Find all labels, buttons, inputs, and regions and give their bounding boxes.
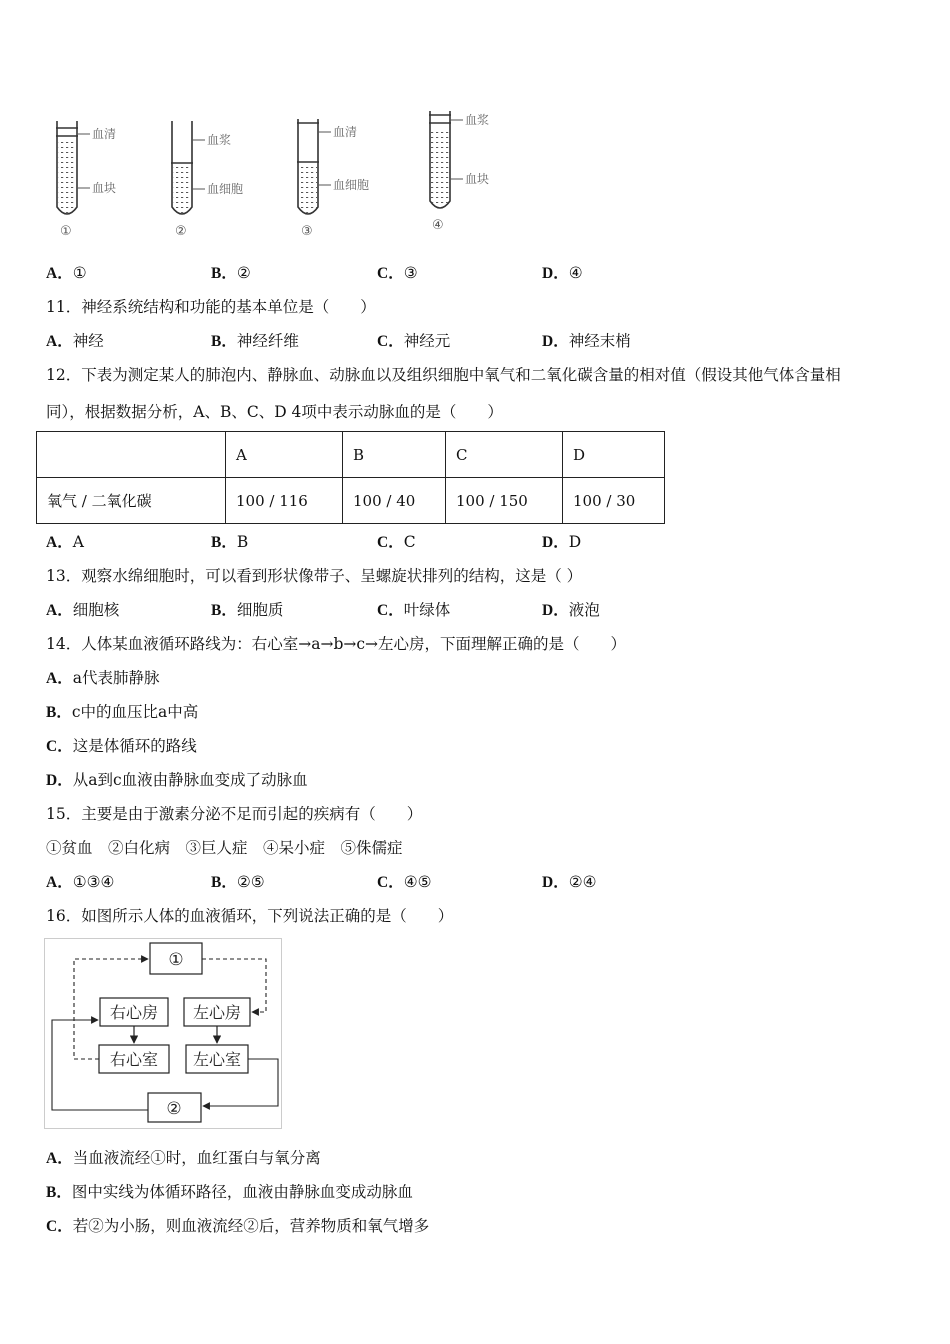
q13-option-b[interactable]: B．细胞质	[211, 601, 284, 619]
q14-option-d[interactable]: D．从a到c血液由静脉血变成了动脉血	[46, 771, 308, 789]
tube-4-number: ④	[432, 218, 444, 233]
svg-text:右心室: 右心室	[109, 1050, 159, 1069]
tube-4-bottom-label: 血块	[465, 172, 490, 186]
tube-4	[429, 111, 489, 233]
node-1-box	[150, 943, 202, 974]
table-cell: 100 / 116	[226, 478, 343, 524]
q16-option-a[interactable]: A．当血液流经①时，血红蛋白与氧分离	[46, 1149, 321, 1167]
table-row-label: 氧气 / 二氧化碳	[37, 478, 226, 524]
q15-option-d[interactable]: D．②④	[542, 873, 597, 891]
svg-text:②: ②	[166, 1099, 182, 1119]
q15-option-a[interactable]: A．①③④	[46, 873, 115, 891]
q12-option-a[interactable]: A．A	[46, 533, 84, 551]
svg-text:①: ①	[168, 950, 184, 970]
q11-option-b[interactable]: B．神经纤维	[211, 332, 299, 350]
q10-option-b[interactable]: B．②	[211, 264, 251, 282]
table-header-row	[37, 432, 665, 478]
q13-option-d[interactable]: D．液泡	[542, 601, 600, 619]
right-ventricle-box	[99, 1045, 169, 1073]
q16-option-b[interactable]: B．图中实线为体循环路径，血液由静脉血变成动脉血	[46, 1183, 413, 1201]
q10-option-d[interactable]: D．④	[542, 264, 583, 282]
q15-stem: 15．主要是由于激素分泌不足而引起的疾病有（ ）	[46, 805, 423, 823]
q12-option-d[interactable]: D．D	[542, 533, 582, 551]
q13-option-c[interactable]: C．叶绿体	[377, 601, 451, 619]
table-cell: 100 / 30	[563, 478, 665, 524]
table-header-cell: C	[446, 432, 563, 478]
table-header-cell: B	[343, 432, 446, 478]
q11-stem: 11．神经系统结构和功能的基本单位是（ ）	[46, 298, 376, 316]
left-ventricle-box	[186, 1045, 248, 1073]
q14-option-b[interactable]: B．c中的血压比a中高	[46, 703, 199, 721]
node-2-box	[148, 1093, 201, 1122]
q10-option-c[interactable]: C．③	[377, 264, 418, 282]
q11-option-c[interactable]: C．神经元	[377, 332, 451, 350]
tube-3-bottom-label: 血细胞	[333, 178, 370, 192]
tube-1-top-label: 血清	[92, 127, 117, 141]
svg-text:左心室: 左心室	[192, 1050, 242, 1069]
q12-stem-line1: 12．下表为测定某人的肺泡内、静脉血、动脉血以及组织细胞中氧气和二氧化碳含量的相对值（假设其他气体含量相	[46, 366, 841, 384]
q15-option-c[interactable]: C．④⑤	[377, 873, 432, 891]
svg-text:左心房: 左心房	[192, 1003, 242, 1022]
tube-3	[297, 119, 369, 239]
q15-items: ①贫血 ②白化病 ③巨人症 ④呆小症 ⑤侏儒症	[46, 839, 403, 857]
q10-option-a[interactable]: A．①	[46, 264, 87, 282]
table-row	[37, 478, 665, 524]
table-cell: 100 / 40	[343, 478, 446, 524]
tube-3-top-label: 血清	[333, 125, 358, 139]
q11-option-a[interactable]: A．神经	[46, 332, 104, 350]
table-header-cell: D	[563, 432, 665, 478]
q16-option-c[interactable]: C．若②为小肠，则血液流经②后，营养物质和氧气增多	[46, 1217, 430, 1235]
tube-1-bottom-label: 血块	[92, 181, 117, 195]
q12-option-b[interactable]: B．B	[211, 533, 249, 551]
left-atrium-box	[184, 998, 250, 1026]
q12-data-table	[36, 431, 665, 524]
q13-stem: 13．观察水绵细胞时，可以看到形状像带子、呈螺旋状排列的结构，这是（ ）	[46, 567, 583, 585]
tube-2-top-label: 血浆	[207, 133, 232, 147]
table-header-cell	[37, 432, 226, 478]
q12-option-c[interactable]: C．C	[377, 533, 416, 551]
q14-option-c[interactable]: C．这是体循环的路线	[46, 737, 197, 755]
q12-stem-line2: 同），根据数据分析，A、B、C、D 4项中表示动脉血的是（ ）	[46, 403, 503, 421]
tube-2-number: ②	[175, 224, 187, 239]
tube-4-top-label: 血浆	[465, 113, 490, 127]
q14-option-a[interactable]: A．a代表肺静脉	[46, 669, 160, 687]
tube-2	[171, 121, 243, 239]
tube-1-number: ①	[60, 224, 72, 239]
circulation-diagram	[44, 938, 284, 1130]
q16-stem: 16．如图所示人体的血液循环，下列说法正确的是（ ）	[46, 907, 454, 925]
tube-2-bottom-label: 血细胞	[207, 182, 244, 196]
table-header-cell: A	[226, 432, 343, 478]
q11-option-d[interactable]: D．神经末梢	[542, 332, 631, 350]
q13-option-a[interactable]: A．细胞核	[46, 601, 120, 619]
svg-text:右心房: 右心房	[109, 1003, 159, 1022]
table-cell: 100 / 150	[446, 478, 563, 524]
tube-3-number: ③	[301, 224, 313, 239]
blood-tubes-figure	[40, 105, 520, 240]
tube-1	[56, 121, 116, 239]
right-atrium-box	[100, 998, 168, 1026]
q15-option-b[interactable]: B．②⑤	[211, 873, 265, 891]
q14-stem: 14．人体某血液循环路线为：右心室→a→b→c→左心房，下面理解正确的是（ ）	[46, 635, 627, 653]
